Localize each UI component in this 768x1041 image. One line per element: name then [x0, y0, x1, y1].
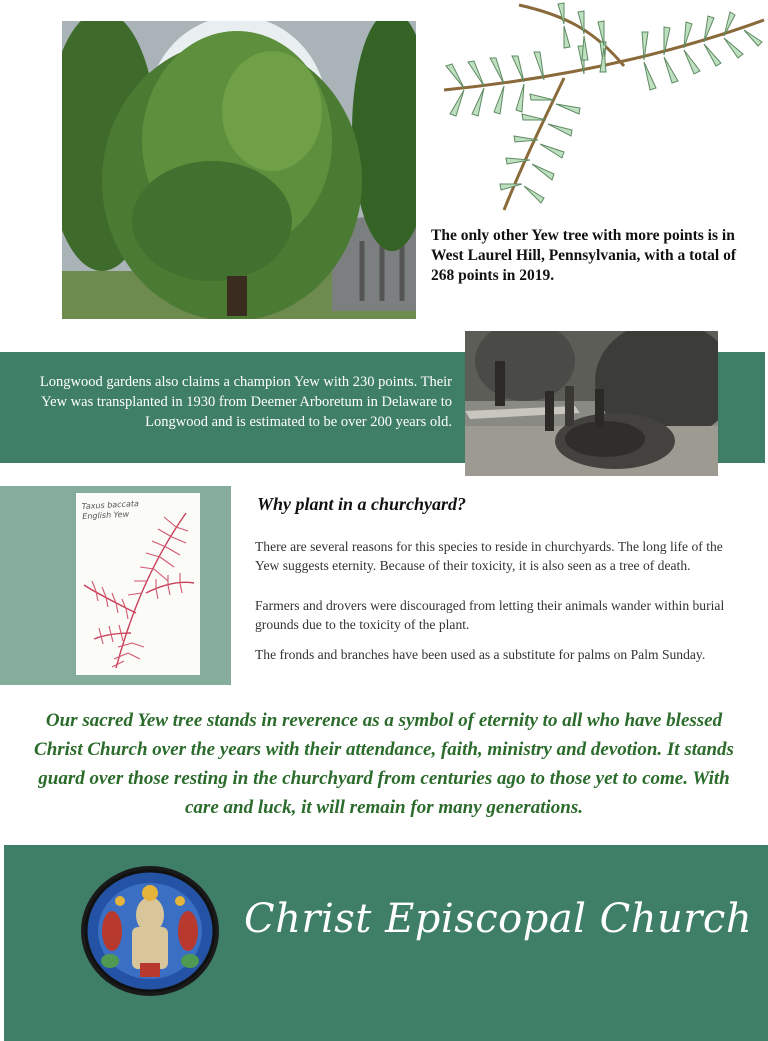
other-yew-note: The only other Yew tree with more points is in West Laurel Hill, Pennsylvania, with a total of 268 points in 2019. [431, 227, 736, 284]
transplant-workers-photo [465, 331, 718, 476]
churchyard-heading: Why plant in a churchyard? [257, 494, 467, 514]
longwood-note: Longwood gardens also claims a champion Yew with 230 points. Their Yew was transplanted in 1930 from Deemer Arboretum in Delaware to Longwood and is estimated to be over 200 years old. [39, 374, 452, 430]
yew-tree-photo [62, 21, 416, 319]
churchyard-paragraph: Farmers and drovers were discouraged from letting their animals wander within burial grounds due to the toxicity of the plant. [255, 598, 725, 632]
churchyard-paragraph: The fronds and branches have been used as a substitute for palms on Palm Sunday. [255, 647, 706, 662]
yew-sprig-illustration [424, 0, 768, 215]
stained-glass-window [80, 865, 220, 997]
leaf-print-caption: Taxus baccata English Yew [81, 499, 140, 522]
church-name: Christ Episcopal Church [244, 896, 753, 942]
churchyard-paragraph: There are several reasons for this species to reside in churchyards. The long life of the Yew suggests eternity. Because of their toxicity, it is also seen as a tree of death. [255, 539, 723, 573]
closing-statement: Our sacred Yew tree stands in reverence as a symbol of eternity to all who have blessed Christ Church over the years with their attendance, faith, ministry and devotion. It stands guard over those resting in the churchyard from centuries ago to those yet to come. With care and luck, it will remain for many generations. [34, 710, 734, 818]
